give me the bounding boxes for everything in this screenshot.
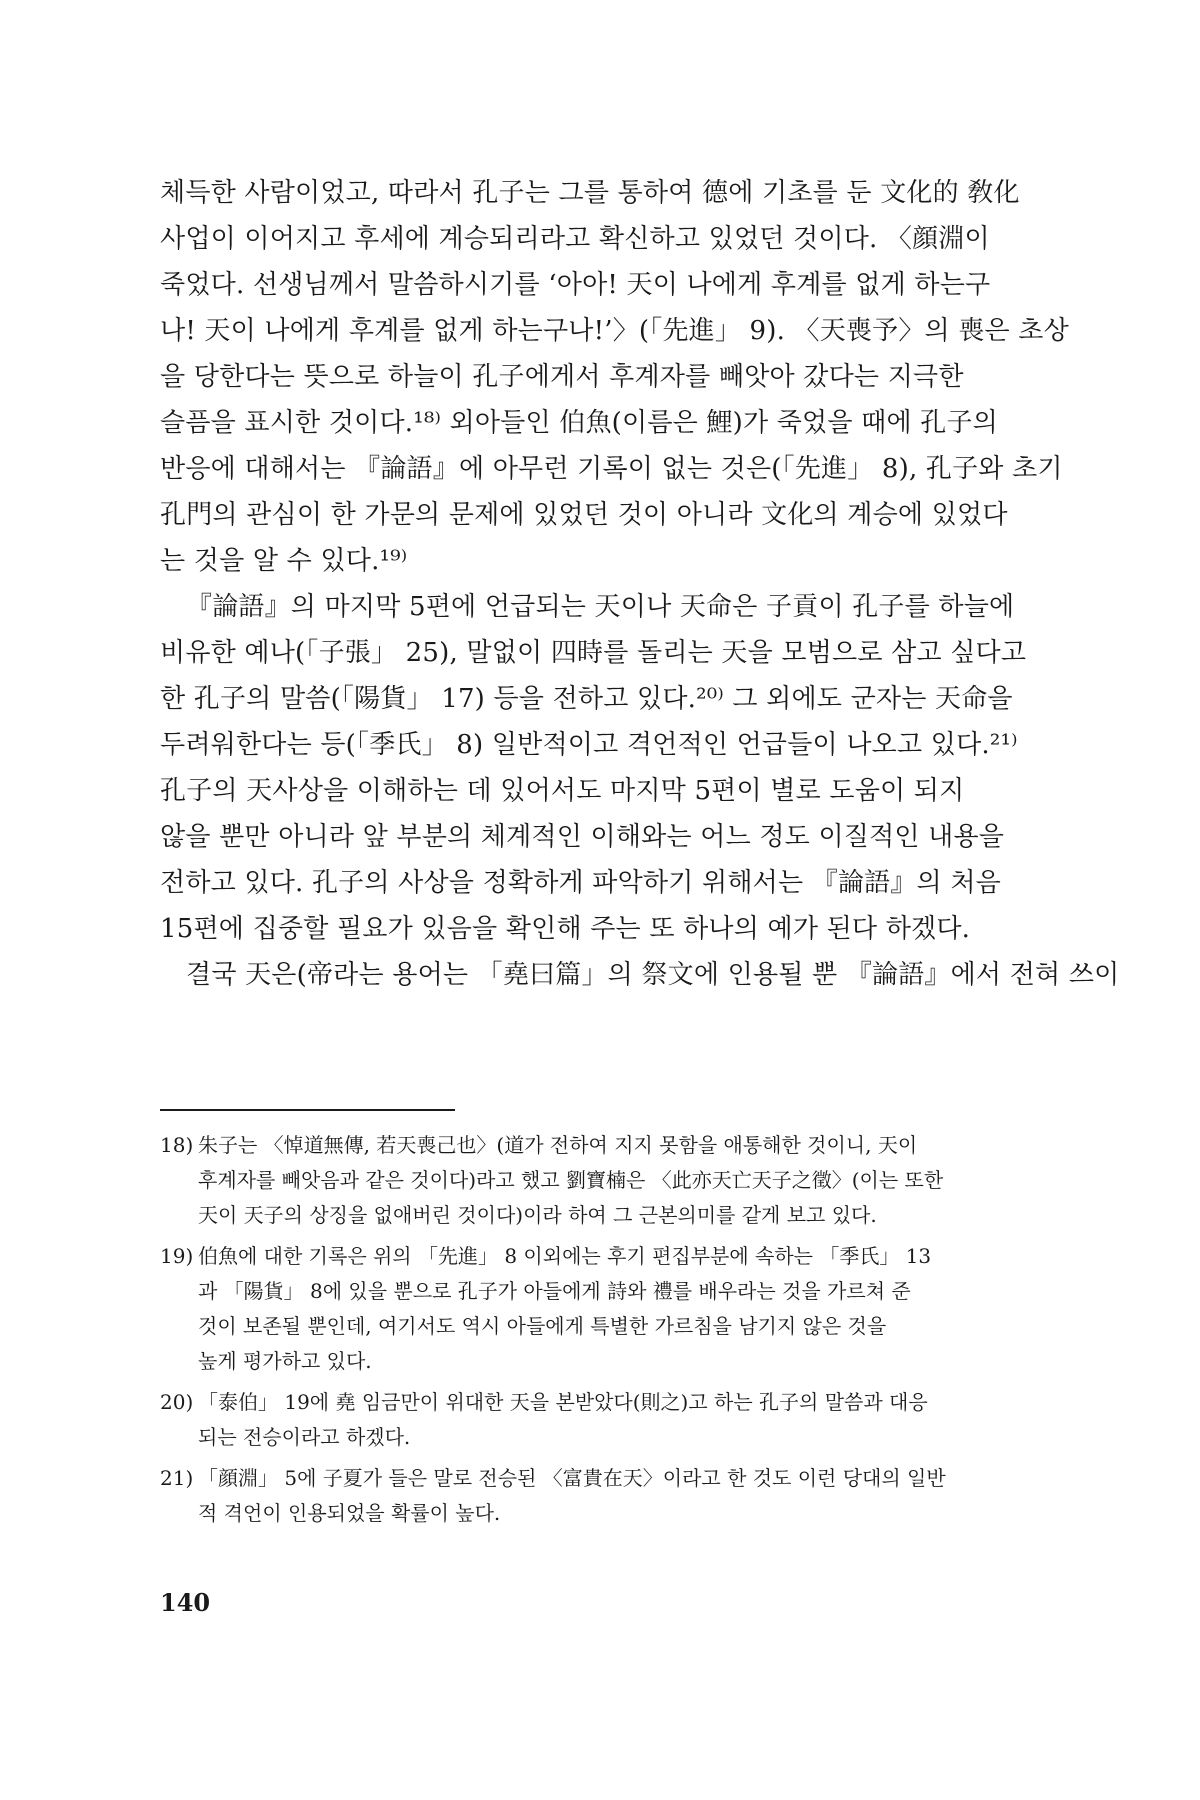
footnote <box>160 1239 1060 1379</box>
footnote-line <box>160 1344 1060 1379</box>
footnote-number: 20) <box>160 1390 194 1414</box>
footnote <box>160 1128 1060 1233</box>
text-line: 사업이 이어지고 후세에 계승되리라고 확신하고 있었던 것이다. 〈顔淵이 <box>160 224 990 254</box>
footnote-line <box>160 1496 1060 1531</box>
text-line: 孔子의 天사상을 이해하는 데 있어서도 마지막 5편이 별로 도움이 되지 <box>160 776 965 806</box>
footnotes <box>160 1128 1060 1537</box>
text-line: 한 孔子의 말씀(「陽貨」 17) 등을 전하고 있다.²⁰⁾ 그 외에도 군자는 天命을 <box>160 684 1013 714</box>
text-line: 않을 뿐만 아니라 앞 부분의 체계적인 이해와는 어느 정도 이질적인 내용을 <box>160 822 1005 852</box>
footnote-number: 19) <box>160 1244 194 1268</box>
text-line: 『論語』의 마지막 5편에 언급되는 天이나 天命은 子貢이 孔子를 하늘에 <box>186 592 1015 622</box>
footnote-text: 「泰伯」 19에 堯 임금만이 위대한 天을 본받았다(則之)고 하는 孔子의 말씀과 대응 <box>198 1390 928 1414</box>
text-line: 결국 天은(帝라는 용어는 「堯曰篇」의 祭文에 인용될 뿐 『論語』에서 전혀 쓰이 <box>186 960 1120 990</box>
text-line: 체득한 사람이었고, 따라서 孔子는 그를 통하여 德에 기초를 둔 文化的 敎化 <box>160 178 1020 208</box>
text-line: 슬픔을 표시한 것이다.¹⁸⁾ 외아들인 伯魚(이름은 鯉)가 죽었을 때에 孔子의 <box>160 408 998 438</box>
footnote <box>160 1385 1060 1455</box>
footnote-text: 후계자를 빼앗음과 같은 것이다)라고 했고 劉寶楠은 〈此亦天亡天子之徵〉(이는 또한 <box>198 1168 944 1192</box>
footnote-text: 天이 天子의 상징을 없애버린 것이다)이라 하여 그 근본의미를 같게 보고 있다. <box>198 1203 877 1227</box>
text-line: 나! 天이 나에게 후계를 없게 하는구나!’〉(「先進」 9). 〈天喪予〉의 喪은 초상 <box>160 316 1069 346</box>
page-number: 140 <box>160 1588 211 1617</box>
text-line: 죽었다. 선생님께서 말씀하시기를 ‘아아! 天이 나에게 후계를 없게 하는구 <box>160 270 991 300</box>
footnote-text: 朱子는 〈悼道無傳, 若天喪己也〉(道가 전하여 지지 못함을 애통해한 것이니, 天이 <box>198 1133 918 1157</box>
footnote-text: 적 격언이 인용되었을 확률이 높다. <box>198 1501 501 1525</box>
footnote-number: 18) <box>160 1133 194 1157</box>
footnote-number: 21) <box>160 1466 194 1490</box>
text-line: 孔門의 관심이 한 가문의 문제에 있었던 것이 아니라 文化의 계승에 있었다 <box>160 500 1008 530</box>
text-line: 15편에 집중할 필요가 있음을 확인해 주는 또 하나의 예가 된다 하겠다. <box>160 914 971 944</box>
footnote-line <box>160 1309 1060 1344</box>
footnote-text: 과 「陽貨」 8에 있을 뿐으로 孔子가 아들에게 詩와 禮를 배우라는 것을 가르쳐 준 <box>198 1279 911 1303</box>
footnote-divider <box>160 1109 455 1111</box>
footnote-line <box>160 1385 1060 1420</box>
footnote-line <box>160 1239 1060 1274</box>
text-line: 을 당한다는 뜻으로 하늘이 孔子에게서 후계자를 빼앗아 갔다는 지극한 <box>160 362 964 392</box>
footnote-line <box>160 1274 1060 1309</box>
text-line: 는 것을 알 수 있다.¹⁹⁾ <box>160 546 408 576</box>
footnote <box>160 1461 1060 1531</box>
footnote-line <box>160 1198 1060 1233</box>
footnote-text: 「顔淵」 5에 子夏가 들은 말로 전승된 〈富貴在天〉이라고 한 것도 이런 당대의 일반 <box>198 1466 946 1490</box>
footnote-text: 되는 전승이라고 하겠다. <box>198 1425 411 1449</box>
footnote-line <box>160 1128 1060 1163</box>
main-text <box>160 170 1120 998</box>
text-line: 반응에 대해서는 『論語』에 아무런 기록이 없는 것은(「先進」 8), 孔子와 초기 <box>160 454 1063 484</box>
footnote-text: 높게 평가하고 있다. <box>198 1349 372 1373</box>
footnote-text: 伯魚에 대한 기록은 위의 「先進」 8 이외에는 후기 편집부분에 속하는 「季氏」 13 <box>198 1244 932 1268</box>
text-line: 비유한 예나(「子張」 25), 말없이 四時를 돌리는 天을 모범으로 삼고 싶다고 <box>160 638 1027 668</box>
text-line: 두려워한다는 등(「季氏」 8) 일반적이고 격언적인 언급들이 나오고 있다.²¹⁾ <box>160 730 1018 760</box>
footnote-line <box>160 1420 1060 1455</box>
text-line: 전하고 있다. 孔子의 사상을 정확하게 파악하기 위해서는 『論語』의 처음 <box>160 868 1001 898</box>
footnote-line <box>160 1461 1060 1496</box>
footnote-text: 것이 보존될 뿐인데, 여기서도 역시 아들에게 특별한 가르침을 남기지 않은 것을 <box>198 1314 887 1338</box>
footnote-line <box>160 1163 1060 1198</box>
